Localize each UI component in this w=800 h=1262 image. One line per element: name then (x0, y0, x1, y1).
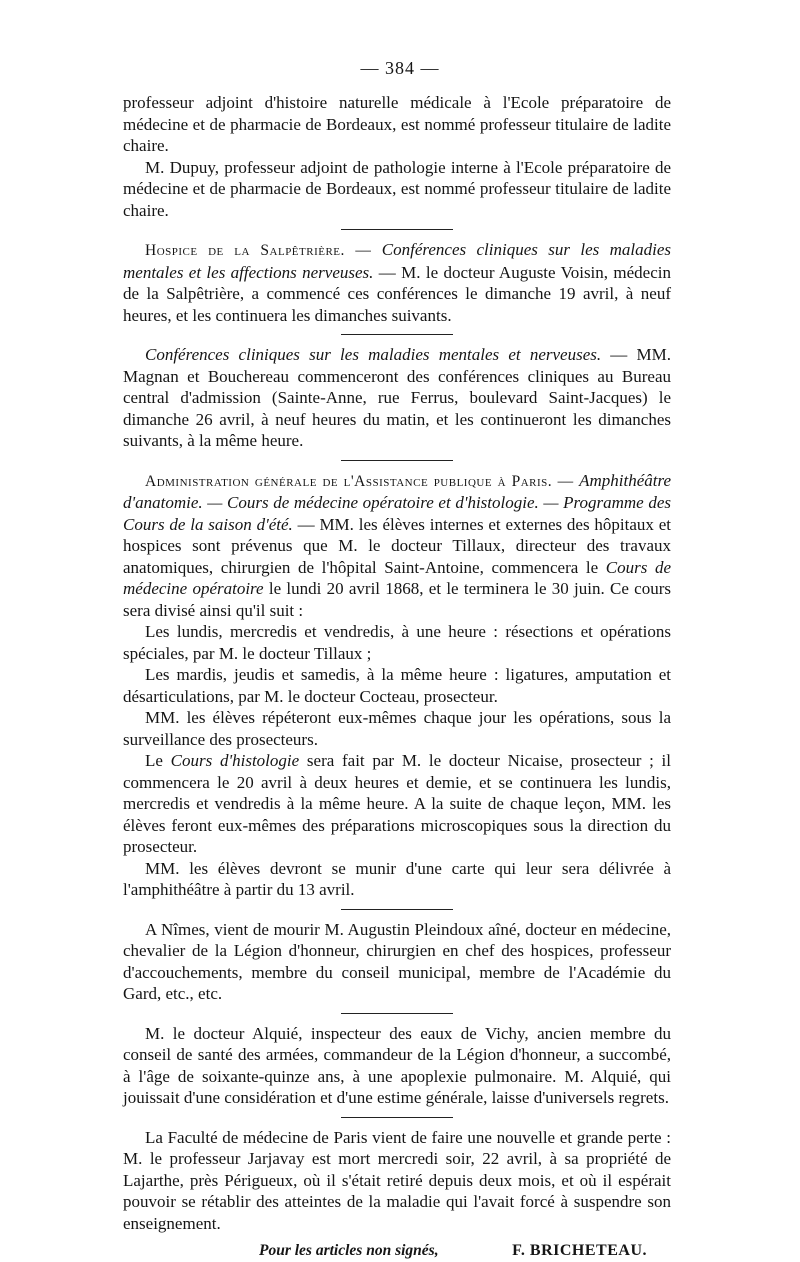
section-divider (341, 1117, 453, 1118)
signature-name: F. BRICHETEAU. (512, 1242, 647, 1259)
section-jarjavay: La Faculté de médecine de Paris vient de faire une nouvelle et grande perte : M. le professeur Jarjavay est mort mercredi soir, 22 avril, à sa propriété de Lajarthe, près Périgueux, où il s'était retiré depuis deux mois, et où il espérait pouvoir se rétablir des atteintes de la maladie qui l'avait forcé à suspendre son enseignement. (123, 1127, 671, 1233)
section-text: sera fait par M. le docteur Nicaise, prosecteur ; il commencera le 20 avril à deux heures et demie, et se continuera les lundis, mercredis et vendredis à la même heure. A la suite de chaque leçon, MM. les élèves feront eux-mêmes des préparations microscopiques sous la direction du prosecteur. (123, 751, 672, 856)
section-divider (341, 909, 453, 910)
section-assistance-publique (123, 470, 671, 622)
italic-term: Cours d'histologie (170, 751, 300, 770)
paragraph-carte: MM. les élèves devront se munir d'une carte qui leur sera délivrée à l'amphithéâtre à partir du 13 avril. (123, 858, 671, 899)
paragraph-continued: professeur adjoint d'histoire naturelle médicale à l'Ecole préparatoire de médecine et de pharmacie de Bordeaux, est nommé professeur titulaire de ladite chaire. (123, 93, 671, 155)
section-divider (341, 229, 453, 230)
section-salpetriere (123, 239, 671, 326)
section-heading: Administration générale de l'Assistance publique à Paris. — (145, 472, 574, 490)
section-conferences (123, 344, 671, 452)
section-text: le lundi 20 avril 1868, et le terminera le 30 juin. Ce cours sera divisé ainsi qu'il suit : (123, 579, 671, 620)
signature-line (123, 1240, 671, 1262)
section-divider (341, 1013, 453, 1014)
section-title: Amphithéâtre d'anatomie. — Cours de médecine opératoire et d'histologie. — Programme des Cours de la saison d'été. (123, 470, 671, 534)
section-text: — MM. les élèves internes et externes des hôpitaux et hospices sont prévenus que M. le docteur Tillaux, directeur des travaux anatomiques, chirurgien de l'hôpital Saint-Antoine, commencera le (123, 514, 672, 577)
paragraph-mardis: Les mardis, jeudis et samedis, à la même heure : ligatures, amputation et désarticulations, par M. le docteur Cocteau, prosecteur. (123, 665, 671, 706)
paragraph-dupuy: M. Dupuy, professeur adjoint de pathologie interne à l'Ecole préparatoire de médecine et de pharmacie de Bordeaux, est nommé professeur titulaire de ladite chaire. (123, 157, 671, 220)
italic-term: Cours de médecine opératoire (123, 557, 671, 598)
section-text: — MM. Magnan et Bouchereau commenceront des conférences cliniques au Bureau central d'admission (Sainte-Anne, rue Ferrus, boulevard Saint-Jacques) le dimanche 26 avril, à neuf heures du matin, et les continueront les dimanches suivants, à la même heure. (123, 345, 671, 450)
section-heading: Hospice de la Salpêtrière. — (145, 242, 372, 259)
section-divider (341, 460, 453, 461)
section-text: — M. le docteur Auguste Voisin, médecin de la Salpêtrière, a commencé ces conférences le dimanche 19 avril, à neuf heures, et les continuera les dimanches suivants. (123, 262, 671, 325)
signature-note: Pour les articles non signés, (259, 1242, 439, 1259)
page-number: — 384 — (360, 58, 440, 78)
text-column (123, 92, 671, 1262)
paragraph-histologie (123, 750, 671, 858)
paragraph-lundis: Les lundis, mercredis et vendredis, à une heure : résections et opérations spéciales, par M. le docteur Tillaux ; (123, 622, 671, 663)
section-title: Conférences cliniques sur les maladies mentales et nerveuses. (145, 345, 602, 364)
section-title: Conférences cliniques sur les maladies mentales et les affections nerveuses. (123, 240, 671, 282)
section-divider (341, 334, 453, 335)
paragraph-eleves: MM. les élèves répéteront eux-mêmes chaque jour les opérations, sous la surveillance des prosecteurs. (123, 708, 671, 749)
section-alquie: M. le docteur Alquié, inspecteur des eaux de Vichy, ancien membre du conseil de santé des armées, commandeur de la Légion d'honneur, a succombé, à l'âge de soixante-quinze ans, à une apoplexie pulmonaire. M. Alquié, qui jouissait d'une considération et d'une estime générale, laisse d'universels regrets. (123, 1023, 671, 1107)
section-nimes: A Nîmes, vient de mourir M. Augustin Pleindoux aîné, docteur en médecine, chevalier de la Légion d'honneur, chirurgien en chef des hospices, professeur d'accouchements, membre du conseil municipal, membre de l'Académie du Gard, etc., etc. (123, 919, 671, 1003)
section-text: Le (145, 751, 171, 770)
